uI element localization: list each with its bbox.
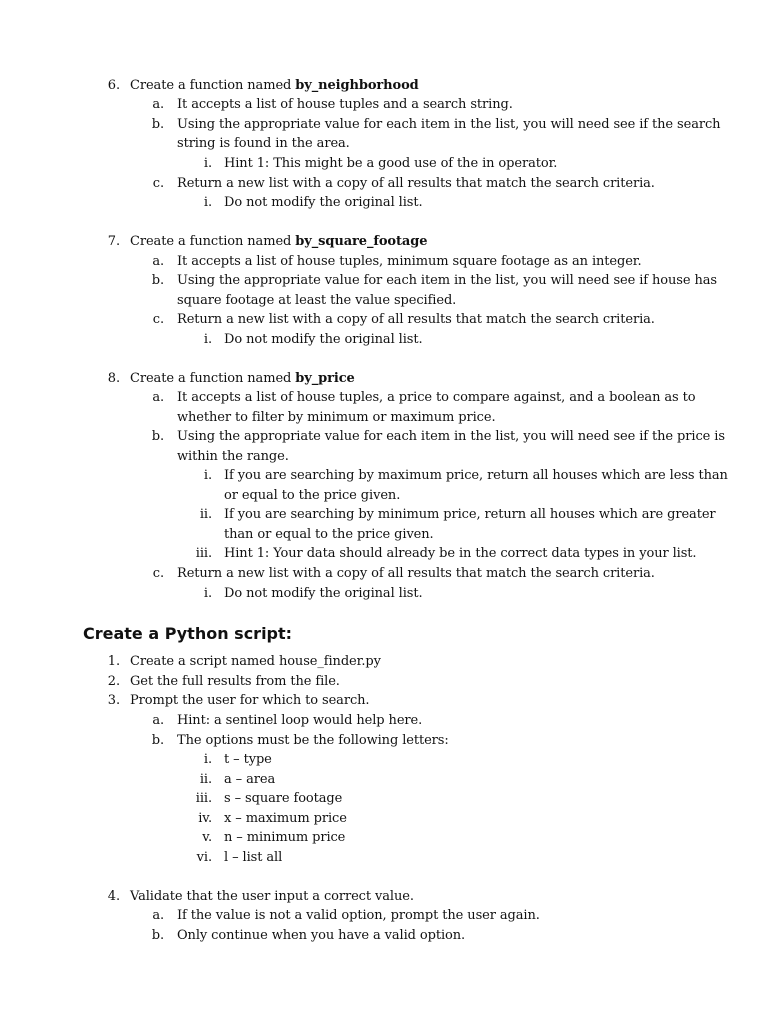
list-number: 8.	[107, 371, 120, 386]
subsub-item-text: Do not modify the original list.	[224, 195, 423, 210]
list-number: 7.	[107, 234, 120, 249]
sub-marker: b.	[151, 117, 164, 132]
option-item: n – minimum price	[224, 830, 346, 845]
sub-item-text: It accepts a list of house tuples, minimum square footage as an integer.	[177, 254, 642, 269]
option-item: x – maximum price	[224, 811, 347, 826]
sub-item-text: Return a new list with a copy of all results that match the search criteria.	[177, 566, 655, 581]
subsub-marker: iv.	[198, 811, 212, 826]
option-item: t – type	[224, 752, 272, 767]
sub-marker: a.	[152, 390, 164, 405]
option-item: a – area	[224, 772, 276, 787]
list-item-title: Create a function named by_neighborhood	[130, 78, 419, 93]
subsub-marker: ii.	[199, 772, 212, 787]
list-item-text: Create a script named house_finder.py	[130, 654, 381, 669]
sub-marker: c.	[152, 566, 164, 581]
sub-marker: a.	[152, 713, 164, 728]
subsub-item-text: Hint 1: This might be a good use of the in operator.	[224, 156, 558, 171]
subsub-item-text: Hint 1: Your data should already be in the correct data types in your list.	[224, 546, 697, 561]
subsub-marker: ii.	[199, 507, 212, 522]
sub-marker: a.	[152, 908, 164, 923]
list-item-title: Create a function named by_square_footage	[130, 234, 428, 249]
list-item-text: Validate that the user input a correct value.	[130, 889, 414, 904]
option-item: s – square footage	[224, 791, 343, 806]
subsub-marker: v.	[202, 830, 212, 845]
sub-item-text: whether to filter by minimum or maximum price.	[177, 410, 496, 425]
function-name: by_neighborhood	[295, 78, 419, 93]
sub-marker: a.	[152, 254, 164, 269]
sub-marker: b.	[151, 733, 164, 748]
subsub-marker: i.	[203, 195, 212, 210]
sub-item-text: square footage at least the value specified.	[177, 293, 457, 308]
subsub-marker: iii.	[195, 546, 212, 561]
subsub-item-text: Do not modify the original list.	[224, 332, 423, 347]
sub-marker: c.	[152, 312, 164, 327]
subsub-item-text: or equal to the price given.	[224, 488, 401, 503]
subsub-marker: i.	[203, 156, 212, 171]
list-number: 3.	[107, 693, 120, 708]
sub-item-text: Only continue when you have a valid option.	[177, 928, 466, 943]
sub-item-text: Return a new list with a copy of all results that match the search criteria.	[177, 176, 655, 191]
function-name: by_square_footage	[295, 234, 428, 249]
list-number: 1.	[107, 654, 120, 669]
list-item-title: Create a function named by_price	[130, 371, 355, 386]
sub-item-text: Return a new list with a copy of all results that match the search criteria.	[177, 312, 655, 327]
subsub-marker: i.	[203, 586, 212, 601]
subsub-marker: i.	[203, 468, 212, 483]
subsub-item-text: If you are searching by maximum price, return all houses which are less than	[224, 468, 728, 483]
sub-item-text: It accepts a list of house tuples and a search string.	[177, 97, 513, 112]
option-item: l – list all	[224, 850, 283, 865]
subsub-item-text: than or equal to the price given.	[224, 527, 434, 542]
sub-marker: b.	[151, 429, 164, 444]
sub-item-text: within the range.	[177, 449, 289, 464]
subsub-marker: vi.	[196, 850, 212, 865]
sub-marker: a.	[152, 97, 164, 112]
sub-item-text: If the value is not a valid option, prompt the user again.	[177, 908, 540, 923]
function-name: by_price	[295, 371, 355, 386]
list-item-text: Prompt the user for which to search.	[130, 693, 370, 708]
sub-item-text: Using the appropriate value for each item in the list, you will need see if the price is	[177, 429, 725, 444]
sub-item-text: Using the appropriate value for each item in the list, you will need see if the search	[177, 117, 721, 132]
list-item-text: Get the full results from the file.	[130, 674, 340, 689]
subsub-marker: i.	[203, 752, 212, 767]
sub-item-text: The options must be the following letters:	[177, 733, 449, 748]
sub-item-text: string is found in the area.	[177, 136, 350, 151]
sub-marker: c.	[152, 176, 164, 191]
list-number: 2.	[107, 674, 120, 689]
list-number: 6.	[107, 78, 120, 93]
list-number: 4.	[107, 889, 120, 904]
sub-marker: b.	[151, 928, 164, 943]
sub-item-text: Using the appropriate value for each item in the list, you will need see if house has	[177, 273, 718, 288]
subsub-marker: i.	[203, 332, 212, 347]
sub-item-text: It accepts a list of house tuples, a price to compare against, and a boolean as to	[177, 390, 696, 405]
subsub-marker: iii.	[195, 791, 212, 806]
subsub-item-text: If you are searching by minimum price, return all houses which are greater	[224, 507, 716, 522]
subsub-item-text: Do not modify the original list.	[224, 586, 423, 601]
sub-marker: b.	[151, 273, 164, 288]
section-heading: Create a Python script:	[83, 624, 293, 643]
sub-item-text: Hint: a sentinel loop would help here.	[177, 713, 423, 728]
